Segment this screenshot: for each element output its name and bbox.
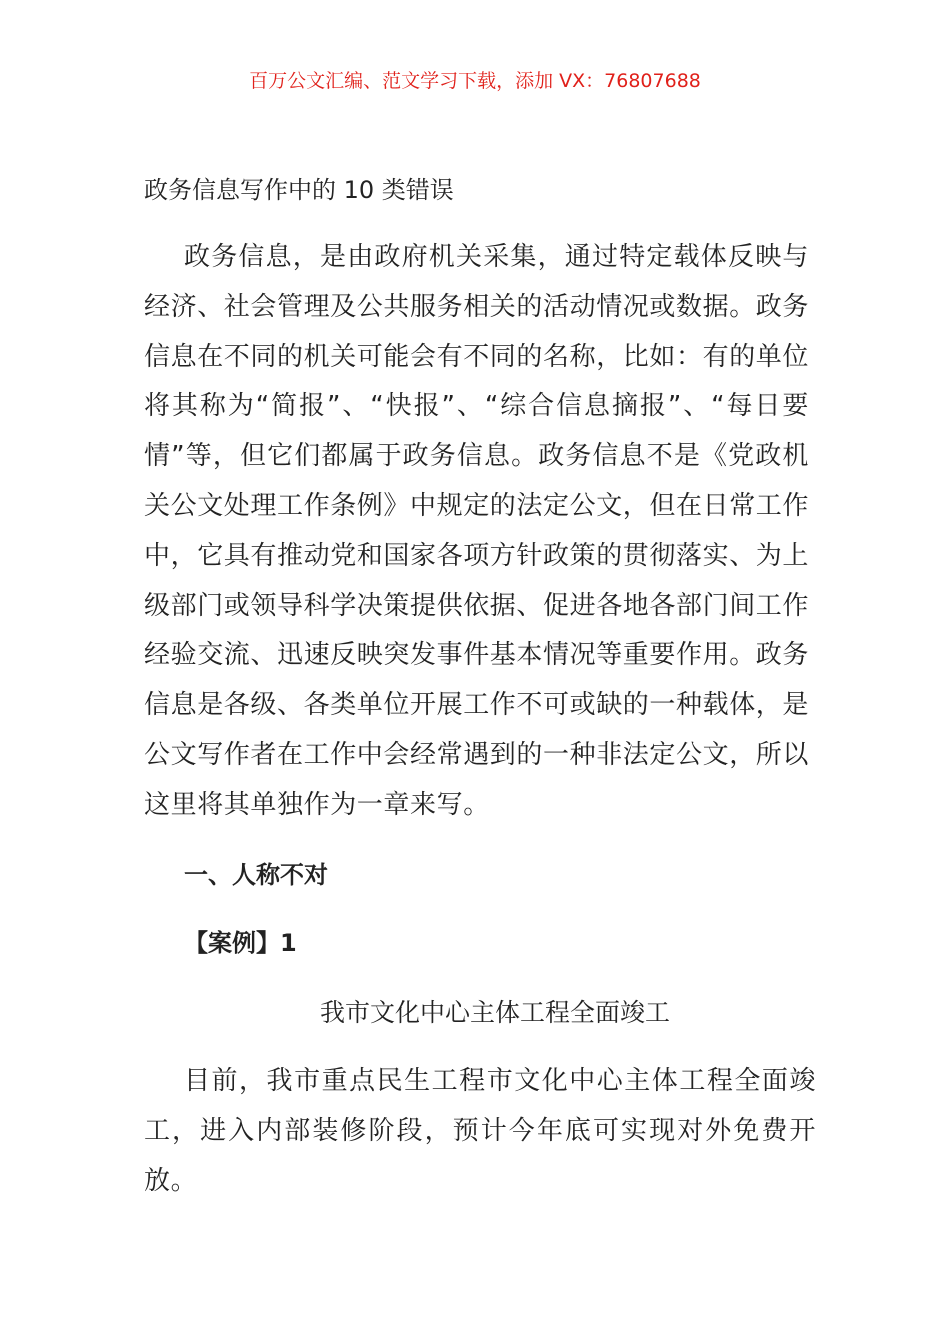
case-paragraph: 目前，我市重点民生工程市文化中心主体工程全面竣工，进入内部装修阶段，预计今年底可实现对外免费开放。 xyxy=(144,1066,816,1196)
watermark-header: 百万公文汇编、范文学习下载，添加 VX：76807688 xyxy=(249,70,701,92)
document-title: 政务信息写作中的 10 类错误 xyxy=(144,176,454,204)
intro-paragraph: 政务信息，是由政府机关采集，通过特定载体反映与经济、社会管理及公共服务相关的活动情况或数据。政务信息在不同的机关可能会有不同的名称，比如：有的单位将其称为“简报”、“快报”、“综合信息摘报”、“每日要情”等，但它们都属于政务信息。政务信息不是《党政机关公文处理工作条例》中规定的法定公文，但在日常工作中，它具有推动党和国家各项方针政策的贯彻落实、为上级部门或领导科学决策提供依据、促进各地各部门间工作经验交流、迅速反映突发事件基本情况等重要作用。政务信息是各级、各类单位开展工作不可或缺的一种载体，是公文写作者在工作中会经常遇到的一种非法定公文，所以这里将其单独作为一章来写。 xyxy=(144,242,810,820)
section-heading: 一、人称不对 xyxy=(184,861,328,889)
case-title: 我市文化中心主体工程全面竣工 xyxy=(319,998,670,1027)
case-label: 【案例】1 xyxy=(184,929,297,957)
